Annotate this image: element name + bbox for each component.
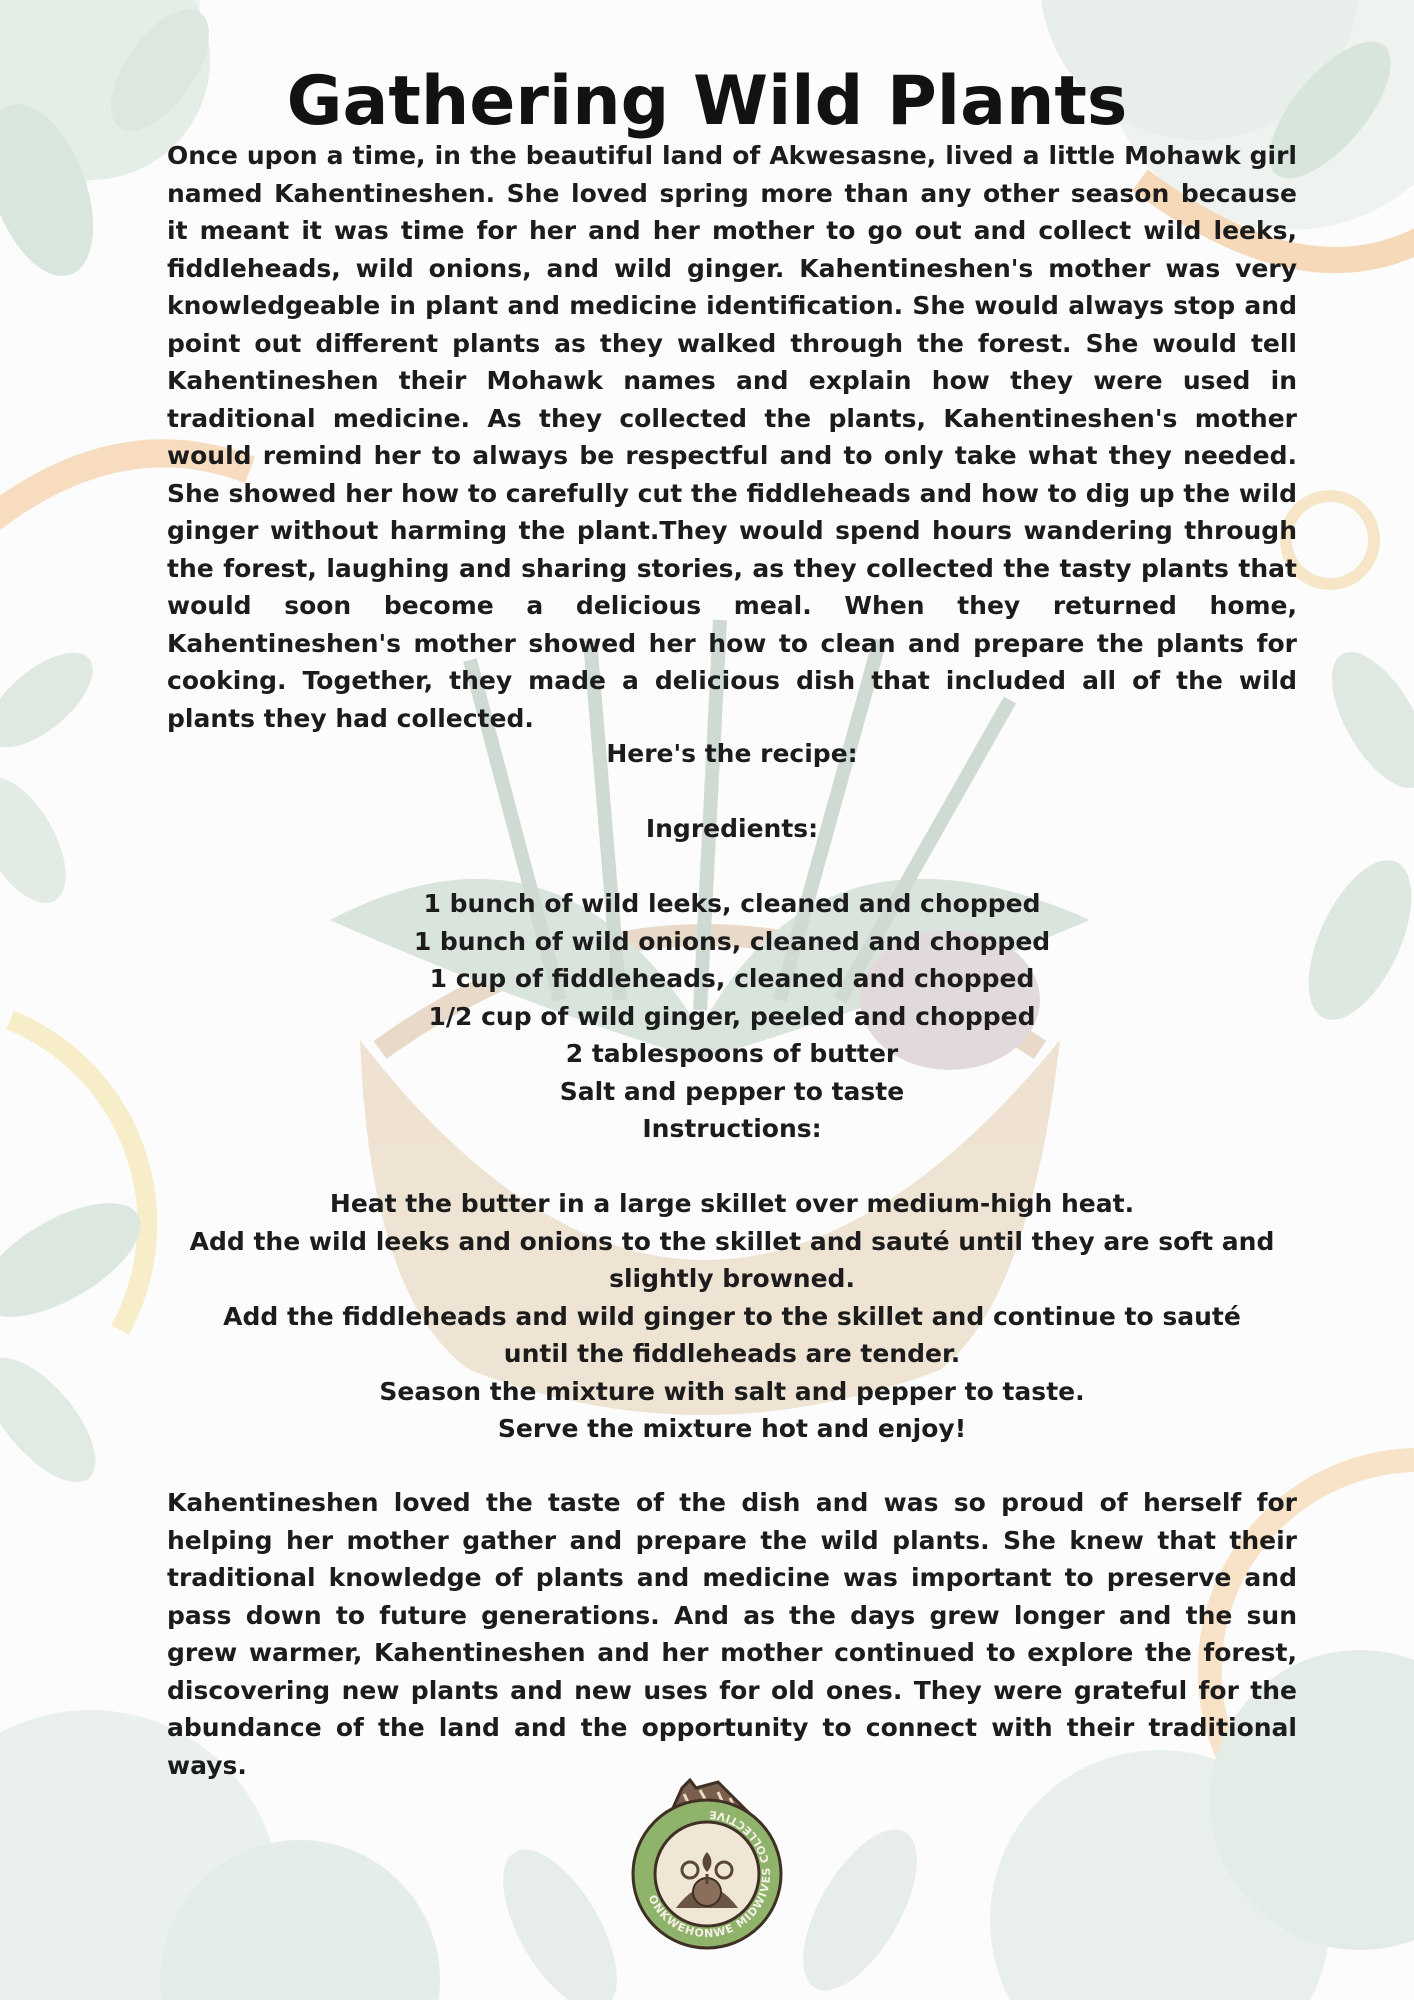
story-intro: Once upon a time, in the beautiful land of Akwesasne, lived a little Mohawk girl named Kahentineshen. She loved spring more than any other season because it meant it was time for her and her mother to go out and collect wild leeks, fiddleheads, wild onions, and wild ginger. Kahentineshen's mother was very knowledgeable in plant and medicine identification. She would always stop and point out different plants as they walked through the forest. She would tell Kahentineshen their Mohawk names and explain how they were used in traditional medicine. As they collected the plants, Kahentineshen's mother would remind her to always be respectful and to only take what they needed. She showed her how to carefully cut the fiddleheads and how to dig up the wild ginger without harming the plant.They would spend hours wandering through the forest, laughing and sharing stories, as they collected the tasty plants that would soon become a delicious meal. When they returned home, Kahentineshen's mother showed her how to clean and prepare the plants for cooking. Together, they made a delicious dish that included all of the wild plants they had collected. [167,141,1297,733]
instruction-step: Add the fiddleheads and wild ginger to the skillet and continue to sauté until the fiddleheads are tender. [223,1301,1241,1368]
instruction-step: Serve the mixture hot and enjoy! [497,1414,967,1443]
ingredient-item: 2 tablespoons of butter [565,1039,899,1068]
instruction-step: Heat the butter in a large skillet over medium-high heat. [329,1189,1135,1218]
ingredients-list [167,885,1297,1110]
ingredient-item: 1/2 cup of wild ginger, peeled and chopped [428,1001,1036,1031]
svg-text:ONKWEHONWE MIDWIVES COLLECTIVE: ONKWEHONWE MIDWIVES COLLECTIVE [645,1807,774,1941]
page-title: Gathering Wild Plants [286,62,1128,141]
instructions-heading: Instructions: [642,1114,822,1143]
midwives-collective-logo [626,1770,788,1950]
story-outro: Kahentineshen loved the taste of the dish and was so proud of herself for helping her mother gather and prepare the wild plants. She knew that their traditional knowledge of plants and medicine was important to preserve and pass down to future generations. And as the days grew longer and the sun grew warmer, Kahentineshen and her mother continued to explore the forest, discovering new plants and new uses for old ones. They were grateful for the abundance of the land and the opportunity to connect with their traditional ways. [167,1488,1297,1780]
ingredient-item: 1 cup of fiddleheads, cleaned and chopped [429,964,1035,993]
ingredient-item: 1 bunch of wild leeks, cleaned and chopped [423,889,1041,918]
ingredient-item: Salt and pepper to taste [559,1076,905,1106]
recipe-heading: Here's the recipe: [606,739,858,768]
instruction-step: Season the mixture with salt and pepper to taste. [379,1376,1085,1406]
ingredient-item: 1 bunch of wild onions, cleaned and chopped [413,926,1051,956]
instruction-step: Add the wild leeks and onions to the skillet and sauté until they are soft and slightly browned. [189,1226,1275,1293]
instructions-list [167,1185,1297,1448]
ingredients-heading: Ingredients: [645,814,819,843]
